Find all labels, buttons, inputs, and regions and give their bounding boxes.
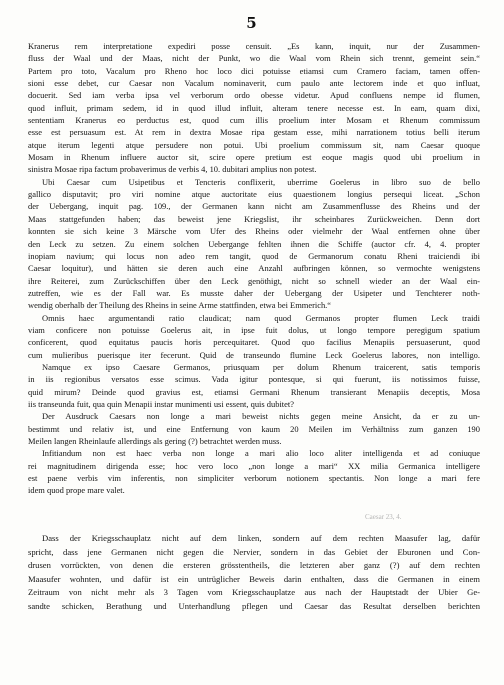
text-line: spricht, dass jene Germanen nicht gegen die Nervier, sondern in das Gebiet der Eburonen und Con- [28, 546, 480, 557]
faint-margin-note: Caesar 23, 4. [365, 513, 402, 521]
text-line: Kranerus rem interpretatione expediri posse censuit. „Es kann, inquit, nur der Zusammen- [28, 41, 480, 51]
german-paragraph-1 [28, 176, 480, 312]
text-line: rei magnitudinem dirigenda esse; hoc vero loco „non longe a mari“ XX milia Germanica intelligere [28, 460, 480, 471]
text-line: konnten sie sich keine 3 Märsche vom Ufer des Rheins oder vielmehr der Waal entfernen ohne über [28, 226, 480, 237]
text-line: Ubi Caesar cum Usipetibus et Tencteris conflixerit, uberrime Goelerus in libro suo de bello [42, 176, 480, 187]
text-line: wendig oberhalb der Theilung des Rheins in seine Arme stattfinden, etwa bei Emmerich.“ [28, 300, 332, 311]
text-line: iis transeunda fuit, qua quin Menapii instar munimenti usi essent, quis dubitet? [28, 398, 294, 409]
text-line: drusen vorrückten, von denen die ersteren grösstentheils, die letzteren aber ganz (?) auf dem rechten [28, 560, 480, 571]
text-line: sandte schicken, Berathung und Unterhandlung pflegen und Caesar das Resultat derselben berichten [28, 600, 480, 611]
text-line: Partem pro toto, Vacalum pro Rheno hoc loco dici potuisse etiamsi cum Cramero faciam, tamen offen- [28, 65, 480, 76]
text-line: ihre Reiterei, zum Zurückschiffen über den Leck genöthigt, nicht so schnell wieder an der Waal ein- [28, 275, 480, 286]
text-line: quid mirum? Deinde quod gravius est, etiamsi Germani Rhenum transierant Menapiis deceptis, Mosa [28, 386, 480, 397]
text-line: der Uebergang, inquit pag. 109., der Germanen kann nicht am Zusammenflusse des Rheins und der [28, 201, 480, 212]
text-line: sententiam Kranerus eo perductus est, quod cum illis proelium inter Mosam et Rhenum commissum [28, 115, 480, 126]
main-text-block [28, 40, 480, 497]
text-line: sioni esse debet, cur Caesar non Vacalum nominaverit, cum paulo ante lectorem inde et quo influat, [28, 78, 480, 89]
text-line: den Leck zu setzen. Zu einem solchen Uebergange fehlten ihnen die Schiffe (auctor cfr. 4, 4. propter [28, 238, 480, 249]
text-line: Meilen langen Rheinlaufe allerdings als gering (?) betrachtet werden muss. [28, 436, 282, 446]
latin-paragraph-2 [28, 312, 480, 411]
text-line: bestimmt und relativ ist, und eine Entfernung von kaum 20 Meilen im Verhältniss zum ganzen 190 [28, 423, 480, 434]
text-line: Dass der Kriegsschauplatz nicht auf dem linken, sondern auf dem rechten Maasufer lag, dafür [42, 533, 480, 543]
text-line: esse est persuasum est. At rem in dextra Mosae ripa gestam esse, mihi narrationem totius belli iterum [28, 127, 480, 138]
text-line: Mosam in Rhenum influere auctor sit, scire opere pretium est eoque magis quod ubi proelium in [28, 152, 480, 163]
text-line: quod influit, primam sedem, id in quod illud influit, alteram tenere necesse est. In eam, quam dixi, [28, 102, 480, 113]
latin-paragraph-1 [28, 40, 480, 176]
text-line: docuerit. Sed iam verba ipsa vel verborum ordo obesse videtur. Apud confluens nempe id flumen, [28, 90, 480, 101]
text-line: Maas stattgefunden haben; das beweist jene Kriegslist, ihr scheinbares Zurückweichen. Denn dort [28, 213, 480, 224]
text-line: est paene verbis vim inferentis, non simpliciter verborum notionem spectantis. Non longe a mari fere [28, 473, 480, 484]
text-line: Caesar loquitur), und hätten sie deren auch eine Anzahl aufbringen können, so vermochte wenigstens [28, 263, 480, 274]
page-number: 5 [246, 14, 258, 32]
text-line: viam conficere non potuisse Goelerus ait, in ipse fuit dolus, ut longo tempore peregigum spatium [28, 324, 480, 335]
text-line: Infitiandum non est haec verba non longe a mari alio loco aliter intelligenda et ad coniuque [42, 448, 480, 459]
text-line: gallico disputavit; pro viri nomine atque auctoritate eius quaestionem longius persequi liceat. „Schon [28, 189, 480, 200]
german-paragraph-3 [28, 532, 480, 614]
text-line: Maasufer wohnten, und dafür ist ein untrüglicher Beweis darin enthalten, dass die Germanen in einem [28, 573, 480, 584]
latin-paragraph-3 [28, 447, 480, 496]
text-line: sinistra Mosae ripa factum probaverimus de verbis 4, 10. dubitari amplius non potest. [28, 164, 317, 175]
german-paragraph-2 [28, 410, 480, 447]
text-line: atque iterum legenti atque persudere non potui. Ubi proelium commissum sit, nam Caesar quoque [28, 139, 480, 150]
text-line: Namque ex ipso Caesare Germanos, priusquam per dolum Rhenum traicerent, satis temporis [42, 361, 480, 372]
text-line: fluss der Waal und der Maas, nicht der Punkt, wo die Waal vom Rhein sich trennt, gemeint sein.“ [28, 53, 480, 64]
text-line: in iis regionibus versatos esse scimus. Vada igitur pontesque, si qui fuerunt, iis notissimos fuisse, [28, 374, 480, 385]
text-line: idem quod prope mare valet. [28, 485, 125, 496]
text-line: inopiam navium; qui locus non adeo rem tangit, quod de Germanorum conatu Rheni traiciendi ibi [28, 250, 480, 261]
text-line: cum mulieribus puerisque iter fecerunt. Quid de transeundo flumine Leck Goelerus labores, non intelligo. [28, 349, 480, 360]
text-line: Der Ausdruck Caesars non longe a mari beweist nichts gegen meine Ansicht, da er zu un- [42, 411, 480, 422]
text-line: Zeitraum von nicht mehr als 3 Tagen vom Kriegsschauplatze aus nach der Hauptstadt der Ubier Ge- [28, 587, 480, 598]
text-line: zutreffen, wie es der Fall war. Es musste daher der Uebergang der Usipeter und Tenchterer noth- [28, 287, 480, 298]
text-line: Omnis haec argumentandi ratio claudicat; nam quod Germanos propter flumen Leck traidi [42, 312, 480, 323]
text-line: conficerent, quod equitatus paucis horis percequitaret. Quod quo facilius Menapiis persuaserunt, quod [28, 337, 480, 348]
